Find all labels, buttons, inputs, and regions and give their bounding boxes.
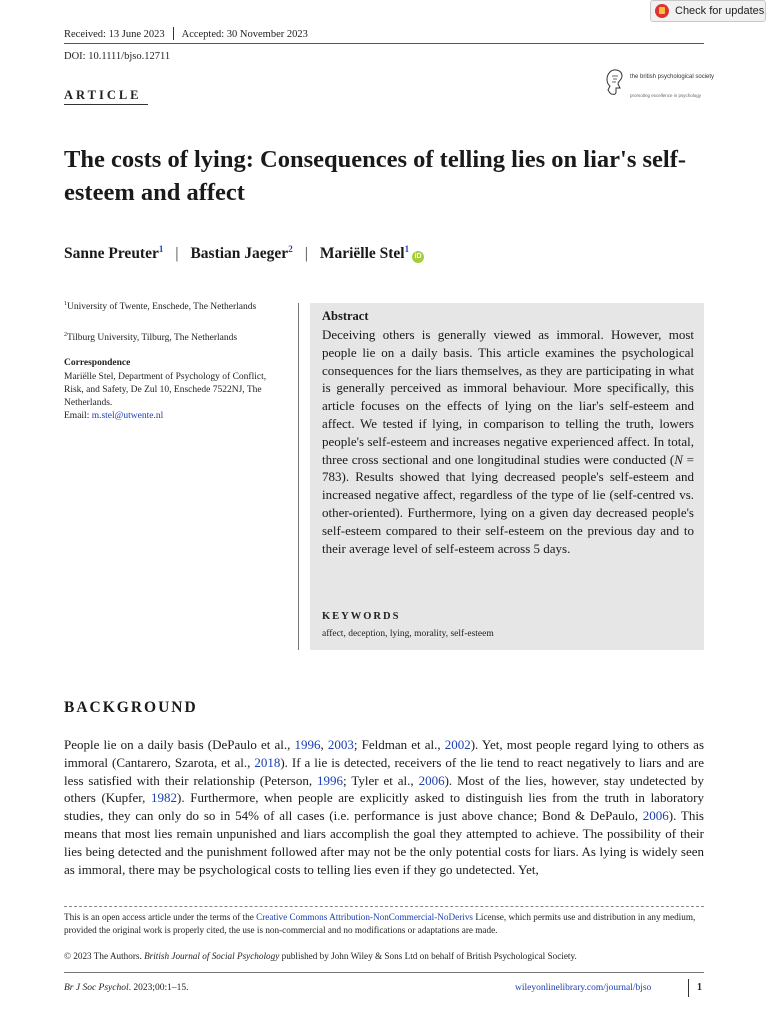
affiliation [64, 298, 286, 314]
author-name[interactable]: Mariëlle Stel [319, 245, 405, 263]
affiliation [64, 329, 286, 345]
copyright-journal: British Journal of Social Psychology [144, 951, 280, 961]
citation-year-link[interactable]: 2006 [418, 772, 445, 788]
sample-size-symbol: N [674, 451, 683, 467]
sample-size-value: = 783 [322, 451, 694, 485]
author-separator: | [175, 245, 179, 263]
author-name[interactable]: Sanne Preuter [64, 245, 159, 263]
paragraph-text: , [320, 737, 328, 752]
divider [173, 27, 174, 40]
check-for-updates-button[interactable] [650, 0, 766, 22]
paper-title: The costs of lying: Consequences of telling lies on liar's self-esteem and affect [64, 146, 687, 206]
citation-year-link[interactable]: 1982 [150, 790, 177, 806]
paragraph-text: ). Most of the lies, however, stay undetected by others (Kupfer, [64, 772, 705, 806]
column-divider [298, 303, 299, 650]
accepted-date: Accepted: 30 November 2023 [181, 29, 308, 40]
license-text: This is an open access article under the terms of the [64, 912, 257, 922]
correspondence-body [64, 371, 286, 423]
citation-year-link[interactable]: 2018 [254, 754, 281, 770]
paragraph-text: People lie on a daily basis (DePaulo et al., [64, 737, 295, 752]
copyright-note [64, 950, 704, 963]
correspondence-address: Mariëlle Stel, Department of Psychology of Conflict, Risk, and Safety, De Zul 10, Enschede 7522NJ, The Netherlands. [64, 372, 267, 408]
paragraph-text: ; Feldman et al., [353, 737, 445, 752]
header-rule [64, 43, 704, 44]
abstract-text [322, 326, 694, 557]
author-list [64, 244, 424, 263]
keywords-list: affect, deception, lying, morality, self-esteem [322, 629, 494, 639]
copyright-text: © 2023 The Authors. [64, 951, 145, 961]
bps-logo-icon [604, 68, 628, 98]
abstract-text-part: ). Results showed that lying decreased people's self-esteem and increased negative affect, regardless of the type of lie (self-centred vs. other-oriented). Furthermore, lying on a given day decreased people's self-esteem compared to their self-esteem on the previous day and to their average level of self-esteem across 5 days. [322, 469, 694, 556]
email-link[interactable]: m.stel@utwente.nl [91, 411, 164, 421]
paragraph-text: ). Furthermore, when people are explicitly asked to distinguish lies from the truth in laboratory studies, they can only do so in 54% of all cases (i.e. performance is just above chance; Bond & DePaulo, [64, 790, 704, 824]
footer-rule [64, 972, 704, 973]
bps-logo-text [630, 74, 714, 81]
citation-year-link[interactable]: 2003 [327, 737, 354, 752]
citation-year-link[interactable]: 2006 [642, 808, 669, 824]
received-date: Received: 13 June 2023 [64, 29, 165, 40]
background-paragraph [64, 736, 704, 878]
email-label: Email: [64, 411, 90, 421]
affiliation-number: 2 [64, 332, 67, 338]
affiliation-text: Tilburg University, Tilburg, The Netherlands [67, 333, 238, 344]
author-affiliation-number[interactable]: 2 [288, 244, 293, 254]
paragraph-text: ; Tyler et al., [343, 772, 419, 788]
section-heading-background: BACKGROUND [64, 699, 198, 716]
license-link[interactable]: Creative Commons Attribution-NonCommercial-NoDerivs [256, 912, 474, 922]
abstract-text-part: Deceiving others is generally viewed as immoral. However, most people lie on a daily basis. This article examines the psychological consequences for the liars themselves, as they are participating in what is generally perceived as immoral behaviour. More specifically, this article focuses on the effects of lying on the liar's self-esteem and affect. We tested if lying, in comparison to telling the truth, lowers people's self-esteem and increases negative experienced affect. In total, three cross sectional and one longitudinal studies were conducted ( [322, 327, 694, 467]
author-affiliation-number[interactable]: 1 [404, 244, 410, 254]
bps-name: the british psychological society [630, 74, 715, 80]
doi[interactable]: DOI: 10.1111/bjso.12711 [64, 51, 171, 62]
paragraph-text: ). Yet, most people regard lying to others as immoral (Cantarero, Szarota, et al., [64, 737, 704, 770]
paragraph-text: ). This means that most lies remain unpunished and liars accomplish the goal they attempted to achieve. The possibility of their lies being detected and the punishment followed after may not be the only potential costs for liars. As lying is widely seen as immoral, there may be psychological costs to telling lies even if they go undetected. Yet, [64, 808, 704, 877]
keywords-heading: KEYWORDS [322, 611, 401, 622]
author-name[interactable]: Bastian Jaeger [190, 245, 289, 263]
affiliation-number: 1 [64, 301, 67, 307]
page-number: 1 [697, 982, 702, 993]
journal-abbreviation: Br J Soc Psychol [64, 983, 129, 993]
copyright-text: published by John Wiley & Sons Ltd on behalf of British Psychological Society. [279, 951, 577, 961]
citation-year-link[interactable]: 1996 [317, 772, 344, 788]
footer-divider [688, 979, 689, 997]
affiliation-text: University of Twente, Enschede, The Netherlands [67, 302, 257, 313]
abstract-heading: Abstract [322, 309, 369, 323]
orcid-icon[interactable]: iD [412, 251, 424, 263]
footnote-rule [64, 906, 704, 907]
paragraph-text: ). If a lie is detected, receivers of the lie tend to react negatively to liars and are less satisfied with their relationship (Peterson, [64, 754, 704, 788]
license-text: License, which permits use and distribution in any medium, provided the original work is properly cited, the use is non-commercial and no modifications or adaptations are made. [64, 912, 696, 935]
article-type: ARTICLE [64, 88, 142, 102]
correspondence-heading: Correspondence [64, 358, 131, 368]
bookmark-icon [655, 4, 669, 18]
article-type-underline [64, 104, 148, 105]
bps-tagline: promoting excellence in psychology [630, 93, 702, 98]
author-separator: | [304, 245, 308, 263]
author-affiliation-number[interactable]: 1 [158, 244, 164, 254]
received-accepted-line [64, 27, 308, 40]
citation-text: . 2023;00:1–15. [128, 983, 189, 993]
license-note [64, 911, 704, 936]
citation-year-link[interactable]: 2002 [444, 737, 471, 752]
footer-citation [64, 983, 189, 993]
citation-year-link[interactable]: 1996 [294, 737, 321, 752]
journal-url-link[interactable]: wileyonlinelibrary.com/journal/bjso [515, 983, 652, 993]
check-for-updates-label: Check for updates [675, 5, 765, 17]
